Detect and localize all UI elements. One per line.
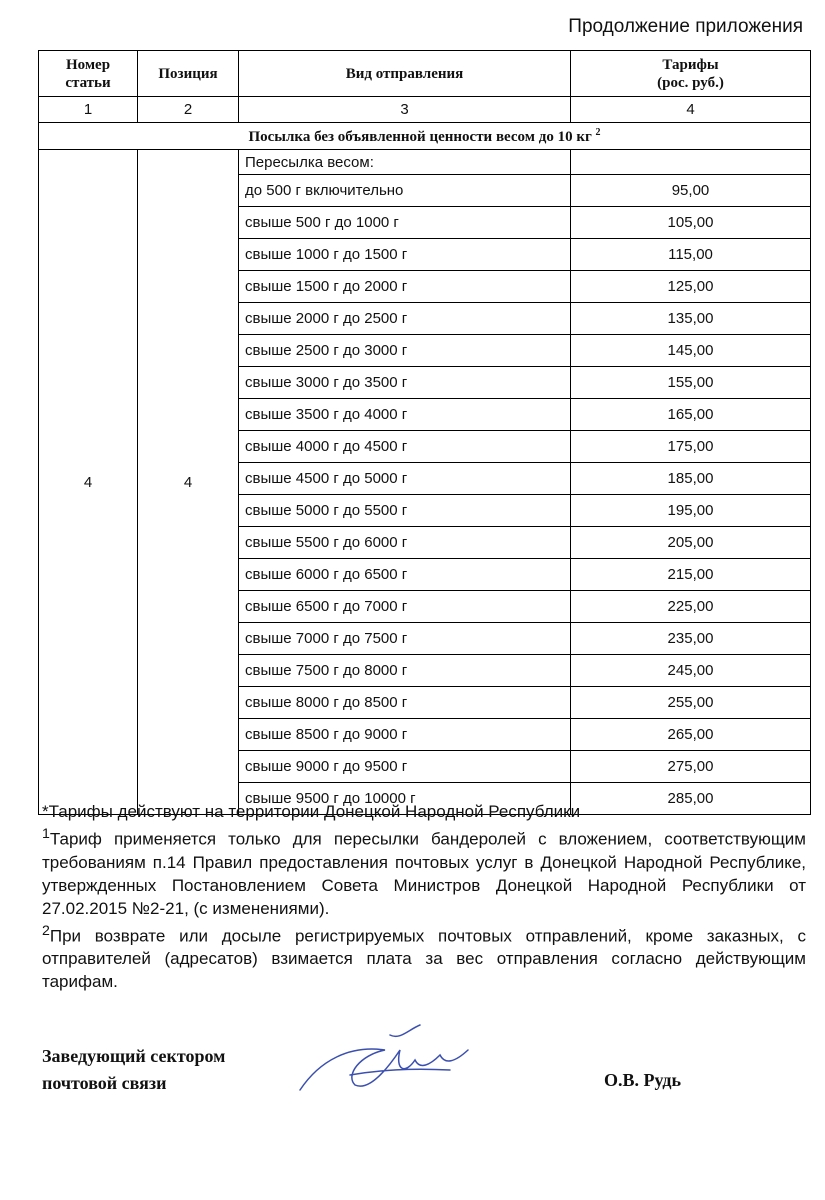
weight-cell: свыше 7500 г до 8000 г bbox=[239, 655, 571, 687]
price-cell: 145,00 bbox=[571, 335, 811, 367]
column-header-tariffs bbox=[571, 51, 811, 97]
column-header-shipment-type bbox=[239, 51, 571, 97]
weight-cell: свыше 9500 г до 10000 г bbox=[239, 783, 571, 815]
price-cell: 95,00 bbox=[571, 175, 811, 207]
price-cell: 265,00 bbox=[571, 719, 811, 751]
weight-cell: свыше 8500 г до 9000 г bbox=[239, 719, 571, 751]
signer-name: О.В. Рудь bbox=[604, 1070, 681, 1090]
note-2-text: При возврате или досыле регистрируемых почтовых отправлений, кроме заказных, с отправителей (адресатов) взимается плата за вес отправления согласно действующим тарифам. bbox=[42, 926, 806, 992]
price-cell: 285,00 bbox=[571, 783, 811, 815]
column-header-article bbox=[39, 51, 138, 97]
section-title-row bbox=[39, 123, 811, 150]
weight-cell: свыше 9000 г до 9500 г bbox=[239, 751, 571, 783]
weight-cell: свыше 500 г до 1000 г bbox=[239, 207, 571, 239]
price-cell: 245,00 bbox=[571, 655, 811, 687]
column-number: 3 bbox=[239, 97, 571, 123]
column-header-position bbox=[138, 51, 239, 97]
column-header-line: Номер bbox=[65, 56, 111, 73]
footnote-mark: 2 bbox=[42, 922, 50, 939]
signer-title bbox=[42, 1043, 225, 1097]
article-number-cell: 4 bbox=[39, 150, 138, 815]
note-1 bbox=[42, 823, 806, 920]
column-header-line: Вид отправления bbox=[345, 65, 464, 82]
price-cell: 135,00 bbox=[571, 303, 811, 335]
price-cell: 165,00 bbox=[571, 399, 811, 431]
continuation-label: Продолжение приложения bbox=[568, 16, 803, 37]
price-cell: 235,00 bbox=[571, 623, 811, 655]
weight-cell: свыше 5500 г до 6000 г bbox=[239, 527, 571, 559]
column-number: 1 bbox=[39, 97, 138, 123]
weight-cell: свыше 5000 г до 5500 г bbox=[239, 495, 571, 527]
price-cell: 105,00 bbox=[571, 207, 811, 239]
column-number: 4 bbox=[571, 97, 811, 123]
price-cell: 175,00 bbox=[571, 431, 811, 463]
weight-cell: свыше 3000 г до 3500 г bbox=[239, 367, 571, 399]
price-cell: 195,00 bbox=[571, 495, 811, 527]
note-star: *Тарифы действуют на территории Донецкой Народной Республики bbox=[42, 802, 581, 821]
column-number: 2 bbox=[138, 97, 239, 123]
column-header-line: Позиция bbox=[158, 65, 218, 82]
table-header-row bbox=[39, 51, 811, 97]
price-cell: 155,00 bbox=[571, 367, 811, 399]
price-cell: 225,00 bbox=[571, 591, 811, 623]
weight-cell: свыше 3500 г до 4000 г bbox=[239, 399, 571, 431]
weight-cell: свыше 7000 г до 7500 г bbox=[239, 623, 571, 655]
column-number-row bbox=[39, 97, 811, 123]
position-cell: 4 bbox=[138, 150, 239, 815]
note-2 bbox=[42, 920, 806, 994]
subheading-row bbox=[39, 150, 811, 175]
section-title-text: Посылка без объявленной ценности весом до 10 кг bbox=[248, 128, 592, 145]
note-1-text: Тариф применяется только для пересылки бандеролей с вложением, соответствующим требованиям п.14 Правил предоставления почтовых услуг в Донецкой Народной Республике, утвержденных Постановлением Совета Министров Донецкой Народной Республики от 27.02.2015 №2-21, (с изменениями). bbox=[42, 829, 806, 918]
weight-cell: свыше 2500 г до 3000 г bbox=[239, 335, 571, 367]
weight-cell: свыше 2000 г до 2500 г bbox=[239, 303, 571, 335]
weight-cell: до 500 г включительно bbox=[239, 175, 571, 207]
weight-cell: свыше 6500 г до 7000 г bbox=[239, 591, 571, 623]
column-header-line: статьи bbox=[65, 74, 111, 91]
signer-title-line: Заведующий сектором bbox=[42, 1046, 226, 1066]
footnote-mark: 1 bbox=[42, 826, 50, 842]
section-title bbox=[39, 123, 811, 150]
column-header-line: (рос. руб.) bbox=[657, 74, 724, 91]
weight-cell: свыше 4500 г до 5000 г bbox=[239, 463, 571, 495]
weight-cell: свыше 6000 г до 6500 г bbox=[239, 559, 571, 591]
price-cell: 275,00 bbox=[571, 751, 811, 783]
weight-cell: свыше 8000 г до 8500 г bbox=[239, 687, 571, 719]
price-cell: 205,00 bbox=[571, 527, 811, 559]
signer-title-line: почтовой связи bbox=[42, 1073, 167, 1093]
footnotes bbox=[42, 800, 806, 993]
price-cell: 125,00 bbox=[571, 271, 811, 303]
handwritten-signature bbox=[290, 1020, 490, 1100]
price-cell: 185,00 bbox=[571, 463, 811, 495]
empty-price-cell bbox=[571, 150, 811, 175]
subheading-cell: Пересылка весом: bbox=[239, 150, 571, 175]
footnote-mark: 2 bbox=[595, 126, 601, 138]
weight-cell: свыше 1000 г до 1500 г bbox=[239, 239, 571, 271]
weight-cell: свыше 1500 г до 2000 г bbox=[239, 271, 571, 303]
price-cell: 215,00 bbox=[571, 559, 811, 591]
weight-cell: свыше 4000 г до 4500 г bbox=[239, 431, 571, 463]
price-cell: 115,00 bbox=[571, 239, 811, 271]
tariff-table bbox=[38, 50, 811, 815]
column-header-line: Тарифы bbox=[662, 56, 719, 73]
price-cell: 255,00 bbox=[571, 687, 811, 719]
